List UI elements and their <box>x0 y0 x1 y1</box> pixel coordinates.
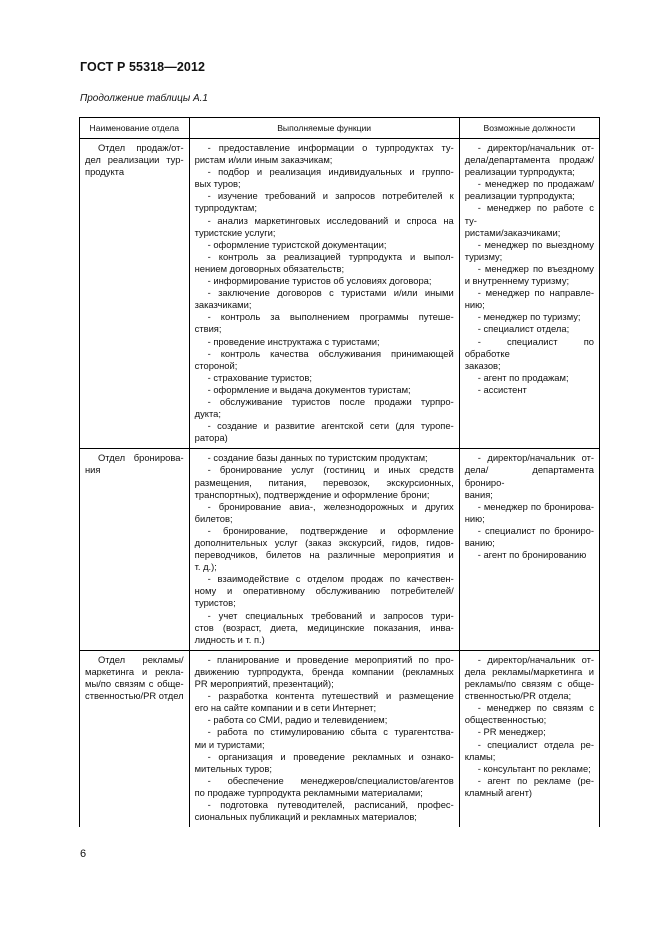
department-line: продукта <box>85 166 125 178</box>
position-line: - специалист отдела ре- <box>477 738 594 750</box>
position-line: - директор/начальник от- <box>477 653 594 665</box>
function-line: - подготовка путеводителей, расписаний, профес- <box>207 798 454 810</box>
function-line: транспортных), подтверждение и оформление брони; <box>194 488 430 500</box>
position-line: туризму; <box>464 250 503 262</box>
functions-cell <box>189 139 459 449</box>
function-line: - проведение инструктажа с туристами; <box>207 335 380 347</box>
position-line: - специалист по брониро- <box>477 524 594 536</box>
column-header-functions: Выполняемые функции <box>189 118 459 139</box>
function-line: туристов; <box>194 597 236 609</box>
function-line: - оформление и выдача документов туристам; <box>207 383 411 395</box>
table-row <box>80 139 600 449</box>
position-line: - агент по рекламе (ре- <box>477 774 594 786</box>
function-line: лидность и т. п.) <box>194 633 265 645</box>
function-line: - разработка контента путешествий и размещение <box>207 690 454 702</box>
function-line: - бронирование, подтверждение и оформление <box>207 524 454 536</box>
position-line: дела/ департамента брониро- <box>464 464 594 488</box>
position-line: - агент по бронированию <box>477 549 587 561</box>
position-line: кламный агент) <box>464 786 533 798</box>
function-line: ристам и/или иным заказчикам; <box>194 154 333 166</box>
function-line: - предоставление информации о турпродуктах ту- <box>207 142 454 153</box>
department-cell <box>80 139 190 449</box>
position-line: - менеджер по работе с ту- <box>464 202 594 226</box>
column-header-department: Наименование отдела <box>80 118 190 139</box>
function-line: - обслуживание туристов после продажи турпро- <box>207 395 454 407</box>
position-line: - агент по продажам; <box>477 371 569 383</box>
page-number: 6 <box>80 848 87 860</box>
department-line: Отдел продаж/от- <box>98 142 184 153</box>
column-header-positions: Возможные должности <box>459 118 599 139</box>
function-line: - контроль качества обслуживания принимающей <box>207 347 454 359</box>
position-line: и внутреннему туризму; <box>464 275 570 287</box>
positions-cell <box>459 449 599 651</box>
function-line: ному и оперативному обслуживанию потребителей/ <box>194 585 454 597</box>
department-cell <box>80 449 190 651</box>
position-line: - директор/начальник от- <box>477 452 594 464</box>
function-line: - анализ маркетинговых исследований и спроса на <box>207 214 454 226</box>
position-line: - консультант по рекламе; <box>477 762 591 774</box>
positions-cell <box>459 650 599 827</box>
department-line: маркетинга и рекла- <box>85 665 184 677</box>
position-line: дела рекламы/маркетинга и <box>464 665 594 677</box>
position-line: реализации турпродукта; <box>464 166 575 178</box>
functions-cell <box>189 449 459 651</box>
function-line: - планирование и проведение мероприятий по про- <box>207 653 454 665</box>
function-line: переводчиков, билетов на различные мероприятия и <box>194 549 454 561</box>
position-line: нию; <box>464 512 485 524</box>
position-line: реализации турпродукта; <box>464 190 575 202</box>
function-line: т. д.); <box>194 561 217 573</box>
function-line: ми и туристами; <box>194 738 265 750</box>
department-cell <box>80 650 190 827</box>
function-line: - организация и проведение рекламных и ознако- <box>207 750 454 762</box>
function-line: - изучение требований и запросов потребителей к <box>207 190 454 202</box>
table-row <box>80 650 600 827</box>
function-line: - создание и развитие агентской сети (для туропе- <box>207 420 454 432</box>
position-line: ристами/заказчиками; <box>464 226 561 238</box>
position-line: ственностью/PR отдела; <box>464 690 572 702</box>
position-line: - ассистент <box>477 383 527 395</box>
function-line: - контроль за реализацией турпродукта и выпол- <box>207 250 454 262</box>
function-line: - работа со СМИ, радио и телевидением; <box>207 714 388 726</box>
function-line: мительных туров; <box>194 762 272 774</box>
position-line: дела/департамента продаж/ <box>464 154 594 166</box>
function-line: - учет специальных требований и запросов тури- <box>207 609 454 621</box>
position-line: вания; <box>464 488 493 500</box>
position-line: - директор/начальник от- <box>477 142 594 153</box>
position-line: - менеджер по бронирова- <box>477 500 594 512</box>
function-line: сиональных публикаций и рекламных материалов; <box>194 811 417 823</box>
function-line: турпродуктам; <box>194 202 257 214</box>
position-line: кламы; <box>464 750 496 762</box>
function-line: туристские услуги; <box>194 226 276 238</box>
function-line: стов (возраст, диета, медицинские показания, инва- <box>194 621 454 633</box>
functions-table <box>79 117 600 827</box>
table-row <box>80 449 600 651</box>
function-line: - заключение договоров с туристами и/или иными <box>207 287 454 299</box>
position-line: - менеджер по въездному <box>477 262 594 274</box>
position-line: ванию; <box>464 537 495 548</box>
table-caption: Продолжение таблицы А.1 <box>80 93 208 104</box>
document-title: ГОСТ Р 55318—2012 <box>80 60 206 74</box>
function-line: движению турпродукта, бренда компании (рекламных <box>194 665 454 677</box>
function-line: стороной; <box>194 359 238 371</box>
department-line: Отдел рекламы/ <box>98 653 184 665</box>
function-line: - бронирование авиа-, железнодорожных и других <box>207 500 454 512</box>
position-line: - PR менеджер; <box>477 726 546 738</box>
position-line: - менеджер по выездному <box>477 238 594 250</box>
function-line: - контроль за выполнением программы путеше- <box>207 311 454 323</box>
position-line: - специалист по обработке <box>464 335 594 359</box>
function-line: билетов; <box>194 512 233 524</box>
positions-cell <box>459 139 599 449</box>
department-line: дел реализации тур- <box>85 154 184 166</box>
department-line: ния <box>85 464 101 476</box>
function-line: дукта; <box>194 408 221 420</box>
functions-cell <box>189 650 459 827</box>
function-line: - подбор и реализация индивидуальных и группо- <box>207 166 454 178</box>
function-line: вых туров; <box>194 178 241 190</box>
function-line: дополнительных услуг (заказ экскурсий, гидов, гидов- <box>194 537 454 548</box>
function-line: ратора) <box>194 432 228 444</box>
function-line: - страхование туристов; <box>207 371 312 383</box>
function-line: - информирование туристов об условиях договора; <box>207 275 432 287</box>
function-line: его на сайте компании и в сети Интернет; <box>194 702 377 714</box>
position-line: - менеджер по туризму; <box>477 311 581 323</box>
function-line: - обеспечение менеджеров/специалистов/агентов <box>207 774 454 786</box>
position-line: - менеджер по связям с <box>477 702 594 714</box>
department-line: мы/по связям с обще- <box>85 678 184 690</box>
function-line: - оформление туристской документации; <box>207 238 387 250</box>
function-line: ствия; <box>194 323 222 335</box>
position-line: рекламы/по связям с обще- <box>464 678 594 690</box>
function-line: PR мероприятий, презентаций); <box>194 678 334 690</box>
department-line: ственностью/PR отдел <box>85 690 184 702</box>
position-line: - специалист отдела; <box>477 323 570 335</box>
position-line: нию; <box>464 299 485 311</box>
function-line: по продаже турпродукта рекламными материалами; <box>194 786 423 798</box>
position-line: заказов; <box>464 359 501 371</box>
function-line: размещения, питания, перевозок, экскурсионных, <box>194 476 454 488</box>
function-line: - работа по стимулированию сбыта с турагентства- <box>207 726 454 738</box>
table-header-row <box>80 118 600 139</box>
function-line: - взаимодействие с отделом продаж по качествен- <box>207 573 454 585</box>
function-line: нением договорных обязательств; <box>194 262 345 274</box>
function-line: заказчиками; <box>194 299 252 311</box>
position-line: - менеджер по направле- <box>477 287 594 299</box>
function-line: - бронирование услуг (гостиниц и иных средств <box>207 464 454 476</box>
function-line: - создание базы данных по туристским продуктам; <box>207 452 428 464</box>
department-line: Отдел бронирова- <box>98 452 184 464</box>
position-line: - менеджер по продажам/ <box>477 178 594 190</box>
position-line: общественностью; <box>464 714 547 726</box>
